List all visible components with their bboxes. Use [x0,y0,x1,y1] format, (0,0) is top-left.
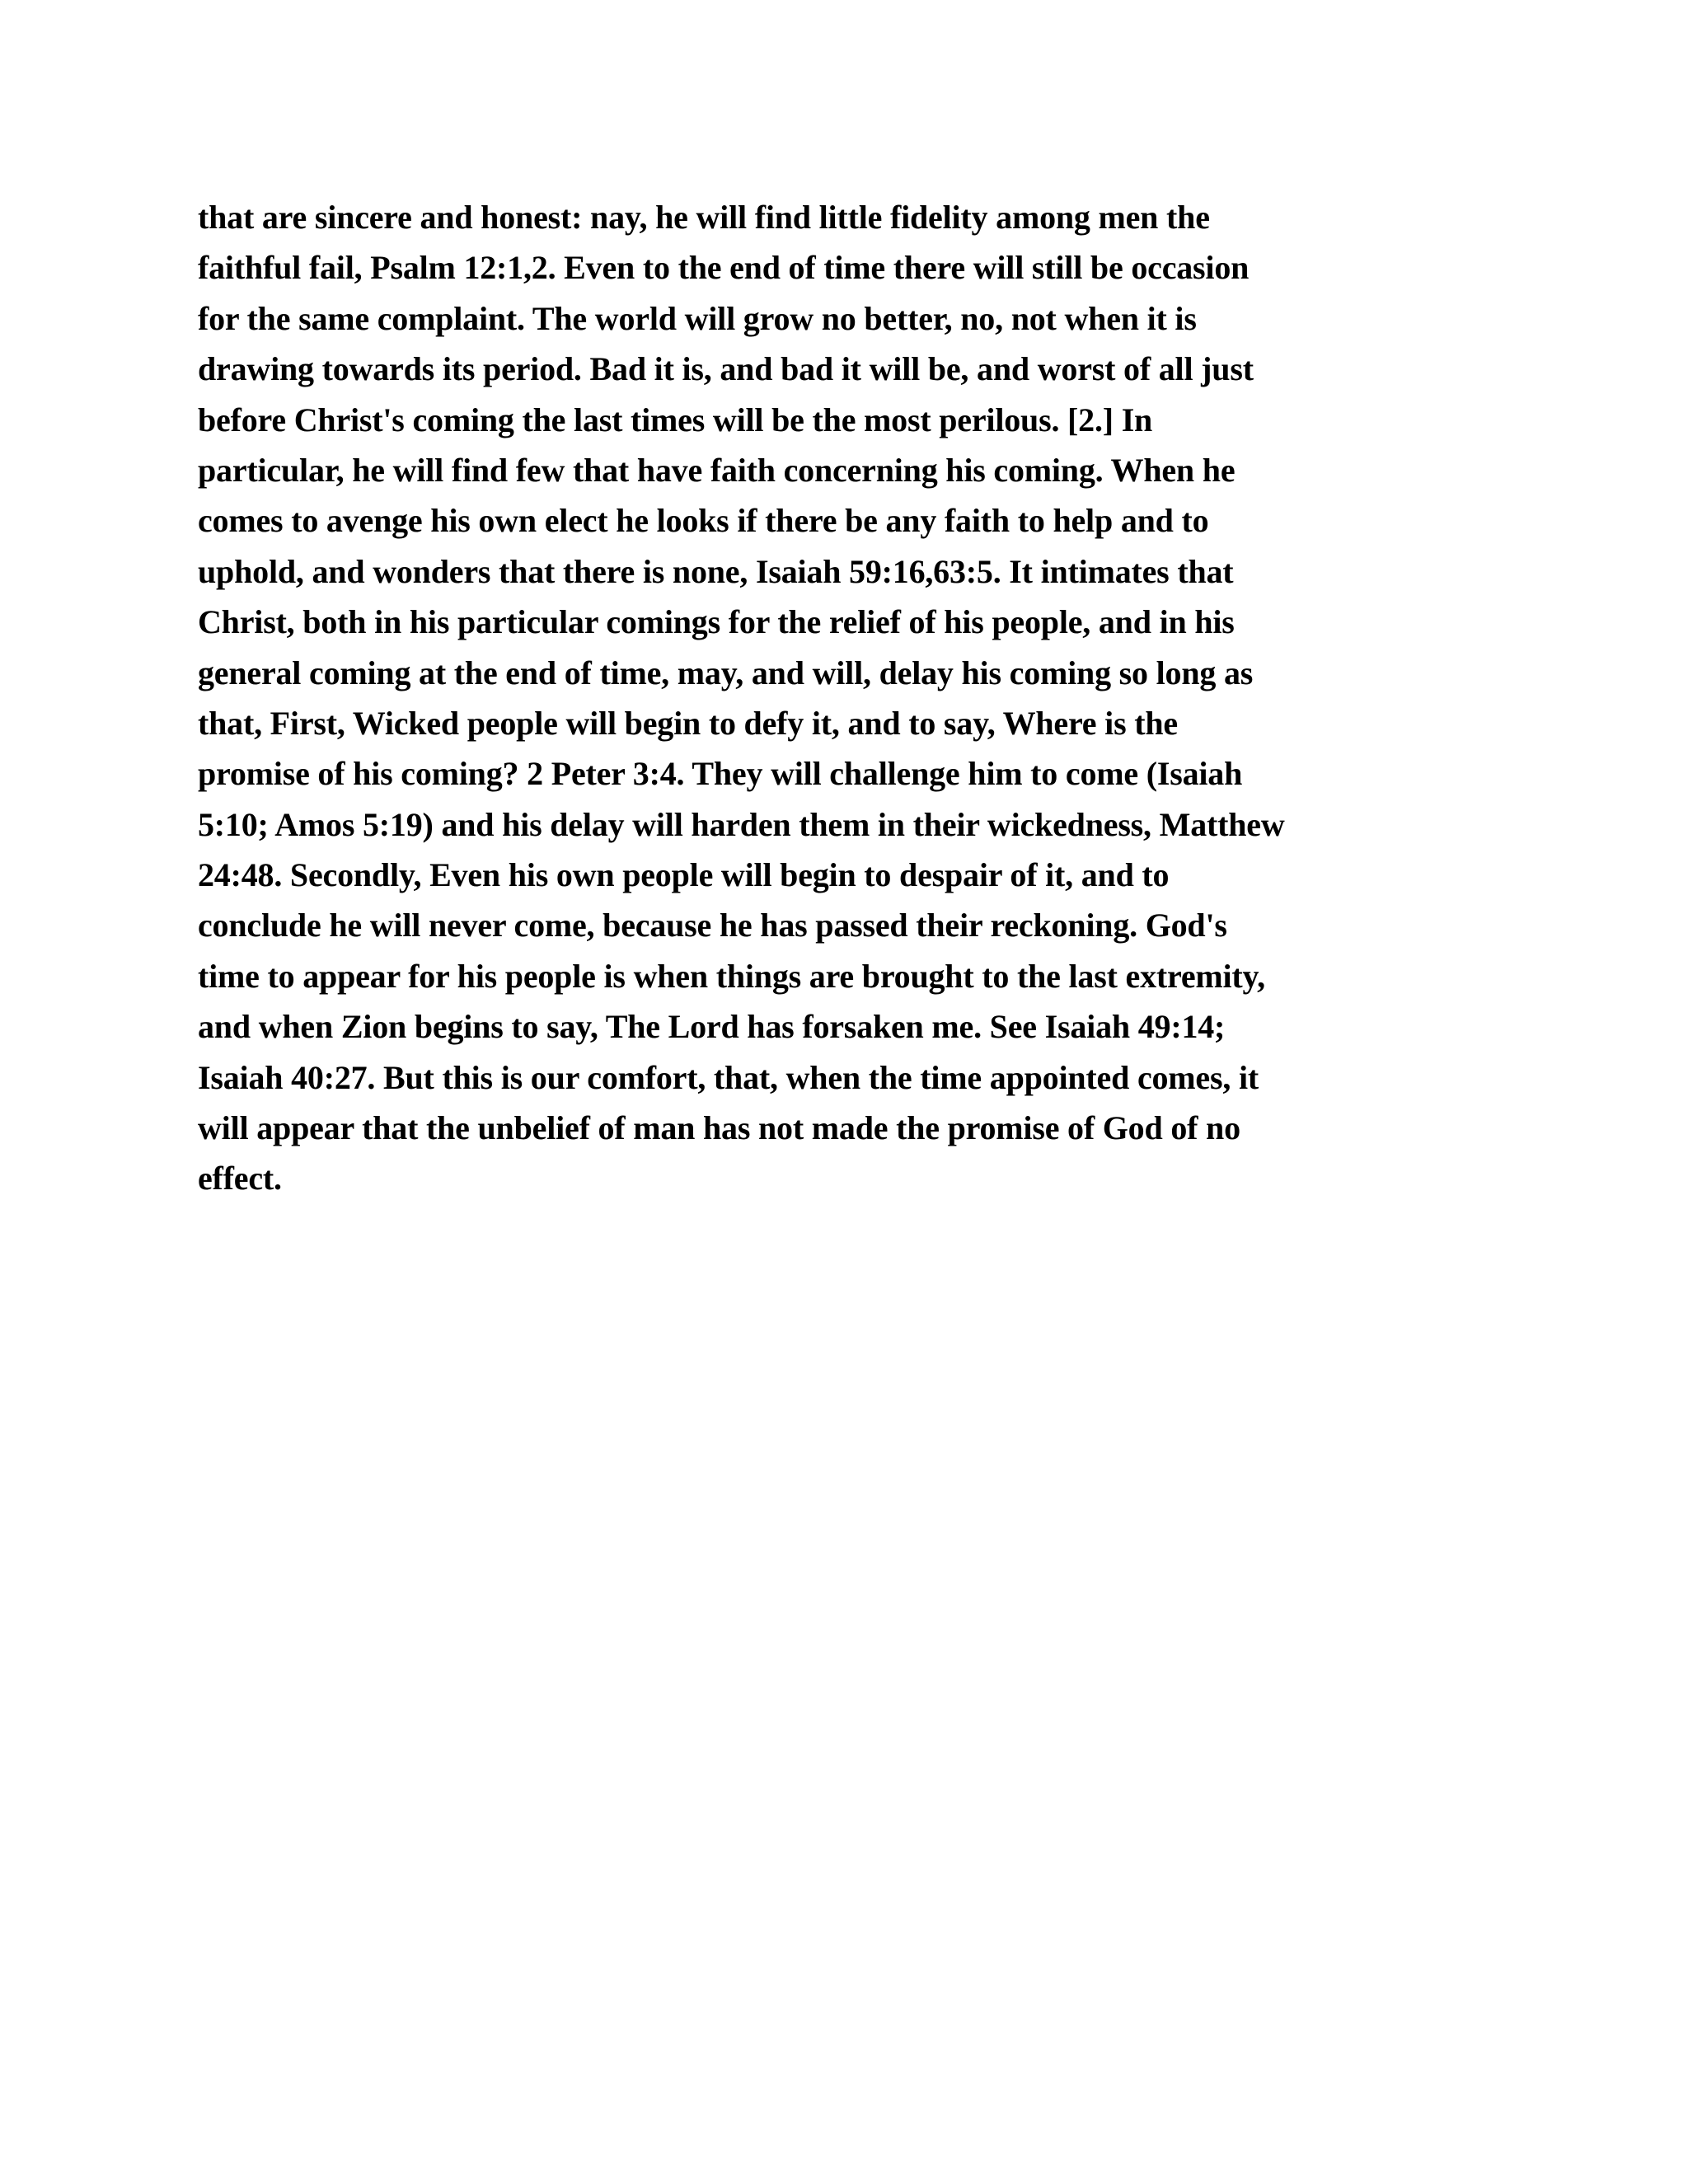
text-line: Christ, both in his particular comings for the relief of his people, and in his [198,603,1235,641]
text-line: effect. [198,1160,282,1197]
text-line: general coming at the end of time, may, and will, delay his coming so long as [198,654,1254,691]
text-line: uphold, and wonders that there is none, Isaiah 59:16,63:5. It intimates that [198,552,1234,590]
text-line: particular, he will find few that have faith concerning his coming. When he [198,451,1236,489]
text-line: before Christ's coming the last times will be the most perilous. [2.] In [198,401,1153,438]
text-line: faithful fail, Psalm 12:1,2. Even to the end of time there will still be occasion [198,249,1250,287]
text-line: time to appear for his people is when things are brought to the last extremity, [198,957,1265,995]
text-line: 24:48. Secondly, Even his own people will begin to despair of it, and to [198,856,1170,894]
text-line: promise of his coming? 2 Peter 3:4. They will challenge him to come (Isaiah [198,755,1243,793]
text-line: will appear that the unbelief of man has not made the promise of God of no [198,1109,1240,1147]
body-paragraph [198,192,1500,1204]
text-line: comes to avenge his own elect he looks if there be any faith to help and to [198,502,1209,540]
text-line: 5:10; Amos 5:19) and his delay will harden them in their wickedness, Matthew [198,805,1285,843]
text-line: for the same complaint. The world will grow no better, no, not when it is [198,299,1197,337]
text-line: Isaiah 40:27. But this is our comfort, that, when the time appointed comes, it [198,1058,1259,1096]
text-line: and when Zion begins to say, The Lord has forsaken me. See Isaiah 49:14; [198,1008,1226,1046]
text-line: that, First, Wicked people will begin to defy it, and to say, Where is the [198,704,1178,742]
text-line: drawing towards its period. Bad it is, and bad it will be, and worst of all just [198,350,1254,388]
text-line: conclude he will never come, because he has passed their reckoning. God's [198,907,1227,944]
text-line: that are sincere and honest: nay, he will find little fidelity among men the [198,199,1210,236]
